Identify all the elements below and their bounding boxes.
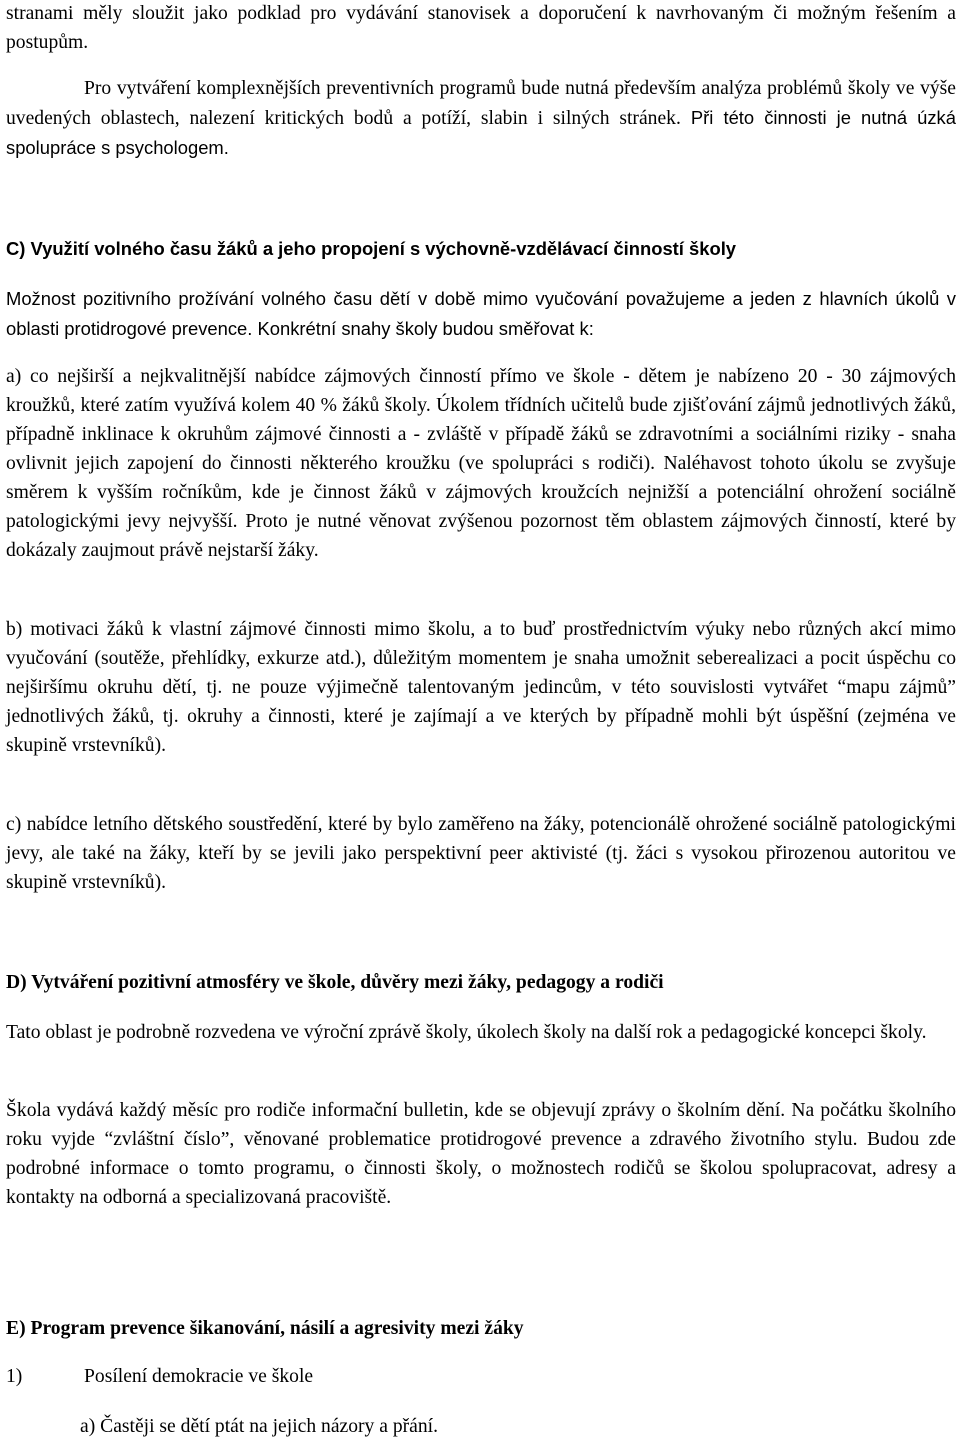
section-d-heading: D) Vytváření pozitivní atmosféry ve škole, důvěry mezi žáky, pedagogy a rodiči: [6, 972, 664, 993]
list-item-1-number: 1): [6, 1366, 23, 1387]
section-c-item-c: c) nabídce letního dětského soustředění, které by bylo zaměřeno na žáky, potencionálě ohrožené sociálně patologickými jevy, ale také na žáky, kteří by se jevili jako perspektivní peer aktivisté (tj. žáci s vysokou přirozenou autoritou ve skupině vrstevníků).: [6, 814, 956, 893]
section-d-paragraph-1: Tato oblast je podrobně rozvedena ve výroční zprávě školy, úkolech školy na další rok a pedagogické koncepci školy.: [6, 1022, 927, 1043]
intro-paragraph-2-text: Pro vytváření komplexnějších preventivních programů bude nutná především analýza problémů školy ve výše uvedených oblastech, nalezení kritických bodů a potíží, slabin i silných stránek.: [6, 78, 956, 129]
intro-paragraph-2-sans-text: Při této činnosti je nutná úzká spolupráce s psychologem.: [6, 107, 956, 158]
intro-paragraph-1: [6, 0, 956, 57]
section-c-intro: [6, 284, 956, 344]
section-e-list-item-1: [6, 1362, 956, 1391]
section-c-intro-tail: Konkrétní snahy školy budou směřovat k:: [252, 318, 594, 339]
section-e-list-item-1a: a) Častěji se dětí ptát na jejich názory a přání.: [80, 1416, 438, 1437]
section-c-item-b: b) motivaci žáků k vlastní zájmové činnosti mimo školu, a to buď prostřednictvím výuky nebo různých akcí mimo vyučování (soutěže, přehlídky, exkurze atd.), důležitým momentem je snaha umožnit seberealizaci a pocit úspěchu co nejširšímu okruhu dětí, tj. ne pouze výjimečně talentovaným jedincům, v této souvislosti vytvářet “mapu zájmů” jednotlivých žáků, tj. okruhy a činnosti, které je zajímají a ve kterých by případně mohli být úspěšní (zejména ve skupině vrstevníků).: [6, 619, 956, 756]
list-item-1-text: Posílení demokracie ve škole: [84, 1366, 314, 1387]
section-c-heading: C) Využití volného času žáků a jeho propojení s výchovně-vzdělávací činností školy: [6, 238, 737, 259]
section-c-item-a: a) co nejširší a nejkvalitnější nabídce zájmových činností přímo ve škole - dětem je nabízeno 20 - 30 zájmových kroužků, které zatím využívá kolem 40 % žáků školy. Úkolem třídních učitelů bude zjišťování zájmů jednotlivých žáků, případně inklinace k okruhům zájmové činnosti a - zvláště v případě žáků se zdravotními a sociálními riziky - snaha ovlivnit jejich zapojení do činnosti některého kroužku (ve spolupráci s rodiči). Naléhavost tohoto úkolu se zvyšuje směrem k vyšším ročníkům, kde je činnost žáků v zájmových kroužcích nejnižší a potenciální ohrožení sociálně patologickými jevy nejvyšší. Proto je nutné věnovat zvýšenou pozornost těm oblastem zájmových činností, které by dokázaly zaujmout právě nejstarší žáky.: [6, 366, 956, 561]
section-e-heading: E) Program prevence šikanování, násilí a agresivity mezi žáky: [6, 1318, 524, 1339]
intro-paragraph-1-text: stranami měly sloužit jako podklad pro vydávání stanovisek a doporučení k navrhovaným či možným řešením a postupům.: [6, 3, 956, 53]
section-d-paragraph-2: Škola vydává každý měsíc pro rodiče informační bulletin, kde se objevují zprávy o školním dění. Na počátku školního roku vyjde “zvláštní číslo”, věnované problematice protidrogové prevence a zdravého životního stylu. Budou zde podrobné informace o tomto programu, o činnosti školy, o možnostech rodičů se školou spolupracovat, adresy a kontakty na odborná a specializovaná pracoviště.: [6, 1100, 956, 1208]
section-c-intro-sans-text: Možnost pozitivního prožívání volného času dětí v době mimo vyučování považujeme a jeden z hlavních úkolů v oblasti protidrogové prevence.: [6, 288, 956, 339]
intro-paragraph-2: [6, 74, 956, 163]
